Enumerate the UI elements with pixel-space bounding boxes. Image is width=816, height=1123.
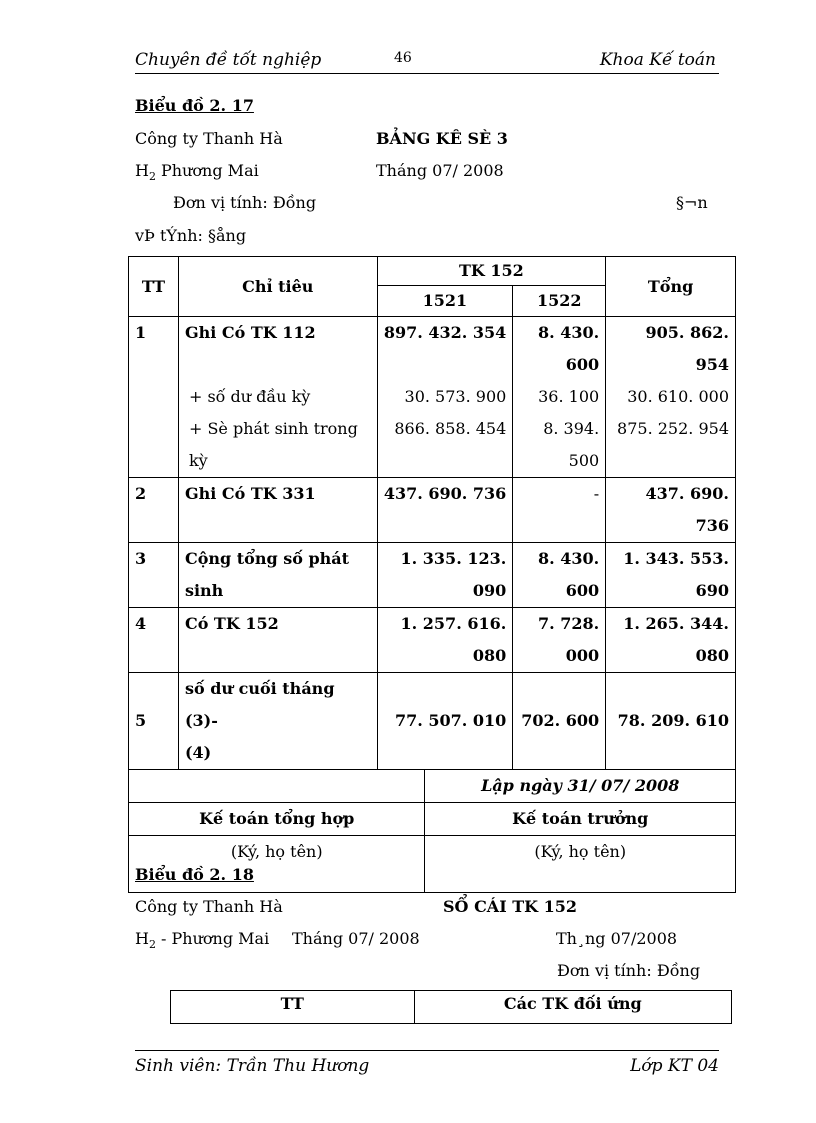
th-tk-doi-ung: Các TK đối ứng — [414, 991, 731, 1024]
signer-left-sign: (Ký, họ tên) — [129, 836, 425, 893]
table-row: 3 Cộng tổng số phát sinh 1. 335. 123. 090 8. 430. 600 1. 343. 553. 690 — [129, 543, 736, 608]
section1-garbled-right: §¬n — [676, 193, 708, 212]
section1-unit: Đơn vị tính: Đồng — [173, 193, 317, 212]
signer-left-title: Kế toán tổng hợp — [129, 803, 425, 836]
section2-title: SỔ CÁI TK 152 — [443, 897, 578, 916]
section2-company: Công ty Thanh Hà — [135, 897, 283, 916]
th-chi-tieu: Chỉ tiêu — [178, 257, 377, 317]
table-row: 1 Ghi Có TK 112 897. 432. 354 8. 430. 600 905. 862. 954 — [129, 317, 736, 382]
th-tt: TT — [129, 257, 179, 317]
section2-month-right: Th¸ng 07/2008 — [556, 929, 678, 948]
section2-month: Tháng 07/ 2008 — [292, 929, 420, 948]
so-cai-table — [170, 990, 732, 1024]
header-right: Khoa Kế toán — [599, 50, 716, 70]
bang-ke-table — [128, 256, 736, 893]
section1-month: Tháng 07/ 2008 — [376, 161, 504, 180]
table-row: + số dư đầu kỳ 30. 573. 900 36. 100 30. 610. 000 — [129, 381, 736, 413]
th-1522: 1522 — [513, 286, 606, 317]
section2-address: $H_2$ - Phương Mai — [135, 929, 270, 952]
th-tk152: TK 152 — [377, 257, 606, 286]
header-rule — [135, 73, 719, 74]
section1-label: Biểu đồ 2. 17 — [135, 96, 254, 115]
footer-left: Sinh viên: Trần Thu Hương — [135, 1056, 370, 1076]
footer-right: Lớp KT 04 — [630, 1056, 719, 1076]
section1-garbled-left: vÞ tÝnh: §ång — [135, 226, 247, 245]
section1-company: Công ty Thanh Hà — [135, 129, 283, 148]
page-number: 46 — [394, 50, 412, 66]
th-tong: Tổng — [606, 257, 736, 317]
section1-address: $H_2$ Phương Mai — [135, 161, 259, 184]
section1-table-title: BẢNG KÊ SÈ 3 — [376, 129, 508, 148]
signer-right-title: Kế toán trưởng — [425, 803, 736, 836]
th-tt-2: TT — [171, 991, 415, 1024]
th-1521: 1521 — [377, 286, 513, 317]
header-left: Chuyên đề tốt nghiệp — [135, 50, 322, 70]
table-row: 5 số dư cuối tháng (3)- (4) 77. 507. 010 702. 600 78. 209. 610 — [129, 673, 736, 770]
footer-rule — [135, 1050, 719, 1051]
table-row: 2 Ghi Có TK 331 437. 690. 736 - 437. 690. 736 — [129, 478, 736, 543]
signer-right-sign: (Ký, họ tên) — [425, 836, 736, 893]
table-row: 4 Có TK 152 1. 257. 616. 080 7. 728. 000 1. 265. 344. 080 — [129, 608, 736, 673]
section2-unit: Đơn vị tính: Đồng — [557, 961, 701, 980]
date-line: Lập ngày 31/ 07/ 2008 — [425, 770, 736, 803]
section2-label: Biểu đồ 2. 18 — [135, 865, 254, 884]
table-row: + Sè phát sinh trong kỳ 866. 858. 454 8. 394. 500 875. 252. 954 — [129, 413, 736, 478]
